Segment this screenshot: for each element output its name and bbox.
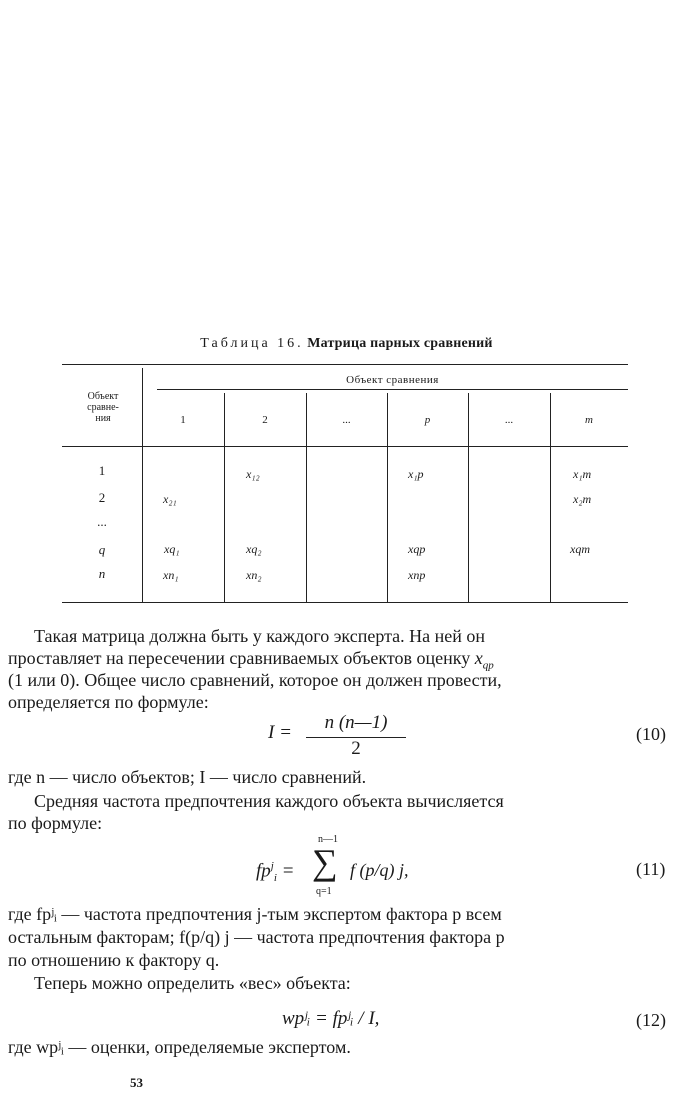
paragraph-line: по формуле: (8, 813, 103, 833)
row-header-divider (142, 368, 143, 602)
equation-10-numerator: n (n—1) (324, 712, 388, 733)
table-top-rule (62, 364, 628, 365)
variable-subscript: qp (482, 659, 494, 672)
table-caption (0, 336, 693, 352)
table-bottom-rule (62, 602, 628, 603)
page-number: 53 (130, 1075, 143, 1090)
row-label-n: n (98, 566, 106, 581)
table-cell: xnp (408, 568, 426, 582)
table-cell: xq₁ (164, 542, 180, 556)
definition-line: по отношению к фактору q. (8, 950, 220, 970)
column-header-1: 1 (180, 414, 186, 426)
paragraph-text: проставляет на пересечении сравниваемых объектов оценку (8, 648, 475, 668)
equation-11-symbol: fp (256, 860, 271, 882)
equation-10-denominator: 2 (351, 738, 361, 759)
paragraph-line: (1 или 0). Общее число сравнений, которое он должен провести, (8, 670, 502, 690)
table-cell: xqm (570, 542, 590, 556)
paragraph-line: Средняя частота предпочтения каждого объекта вычисляется (34, 791, 504, 811)
table-cell: x₂m (573, 492, 592, 506)
variable-x: x (474, 648, 483, 668)
row-label-1: 1 (98, 463, 106, 478)
definition-line: где fpʲᵢ — частота предпочтения j-тым экспертом фактора p всем (8, 904, 502, 924)
superscript: j (270, 860, 274, 872)
definition-line: где n — число объектов; I — число сравнений. (8, 767, 367, 787)
sum-upper-limit: n—1 (318, 834, 338, 845)
equation-number-11: (11) (636, 859, 666, 879)
paragraph-line: Такая матрица должна быть у каждого эксперта. На ней он (34, 626, 486, 646)
paragraph-line: Теперь можно определить «вес» объекта: (34, 973, 351, 993)
column-header-ellipsis: ... (342, 414, 351, 426)
sum-lower-limit: q=1 (316, 886, 332, 897)
header-bottom-rule (62, 446, 628, 447)
table-caption-label: Таблица 16. (200, 336, 304, 351)
table-cell: x₂₁ (163, 492, 177, 506)
subscript: i (273, 872, 277, 885)
equation-11-rhs: f (p/q) j, (350, 860, 409, 880)
row-header-line: ния (95, 413, 111, 424)
equation-number-12: (12) (636, 1010, 666, 1030)
row-label-q: q (98, 542, 106, 557)
table-cell: xq₂ (246, 542, 262, 556)
equation-11-lhs: $fp^j_i$ = (256, 860, 295, 885)
equation-10-lhs: I = (268, 722, 292, 743)
definition-line: остальным факторам; f(p/q) j — частота предпочтения фактора p (8, 927, 505, 947)
paragraph-line: определяется по формуле: (8, 692, 209, 712)
column-header-p: p (424, 414, 431, 426)
equation-12: wpʲᵢ = fpʲᵢ / I, (282, 1008, 380, 1029)
equation-number-10: (10) (636, 724, 666, 744)
table-cell: xn₂ (246, 568, 262, 582)
row-header (70, 391, 136, 424)
table-cell: xqp (408, 542, 426, 556)
summation-icon: ∑ (312, 842, 338, 882)
definition-line: где wpʲᵢ — оценки, определяемые экспертом. (8, 1037, 351, 1057)
column-header-ellipsis: ... (504, 414, 514, 426)
column-header-m: m (585, 414, 593, 426)
row-label-ellipsis: ... (97, 514, 107, 529)
table-cell: x₁m (573, 467, 592, 481)
row-label-2: 2 (98, 490, 106, 505)
table-cell: x₁₂ (246, 467, 260, 481)
table-cell: xn₁ (163, 568, 179, 582)
table-caption-title: Матрица парных сравнений (307, 336, 493, 351)
row-header-line: сравне- (87, 402, 119, 413)
group-header: Объект сравнения (346, 374, 439, 386)
table-cell: x₁p (408, 467, 424, 481)
group-header-rule (157, 389, 628, 390)
column-header-2: 2 (262, 414, 268, 426)
row-header-line: Объект (87, 391, 119, 402)
